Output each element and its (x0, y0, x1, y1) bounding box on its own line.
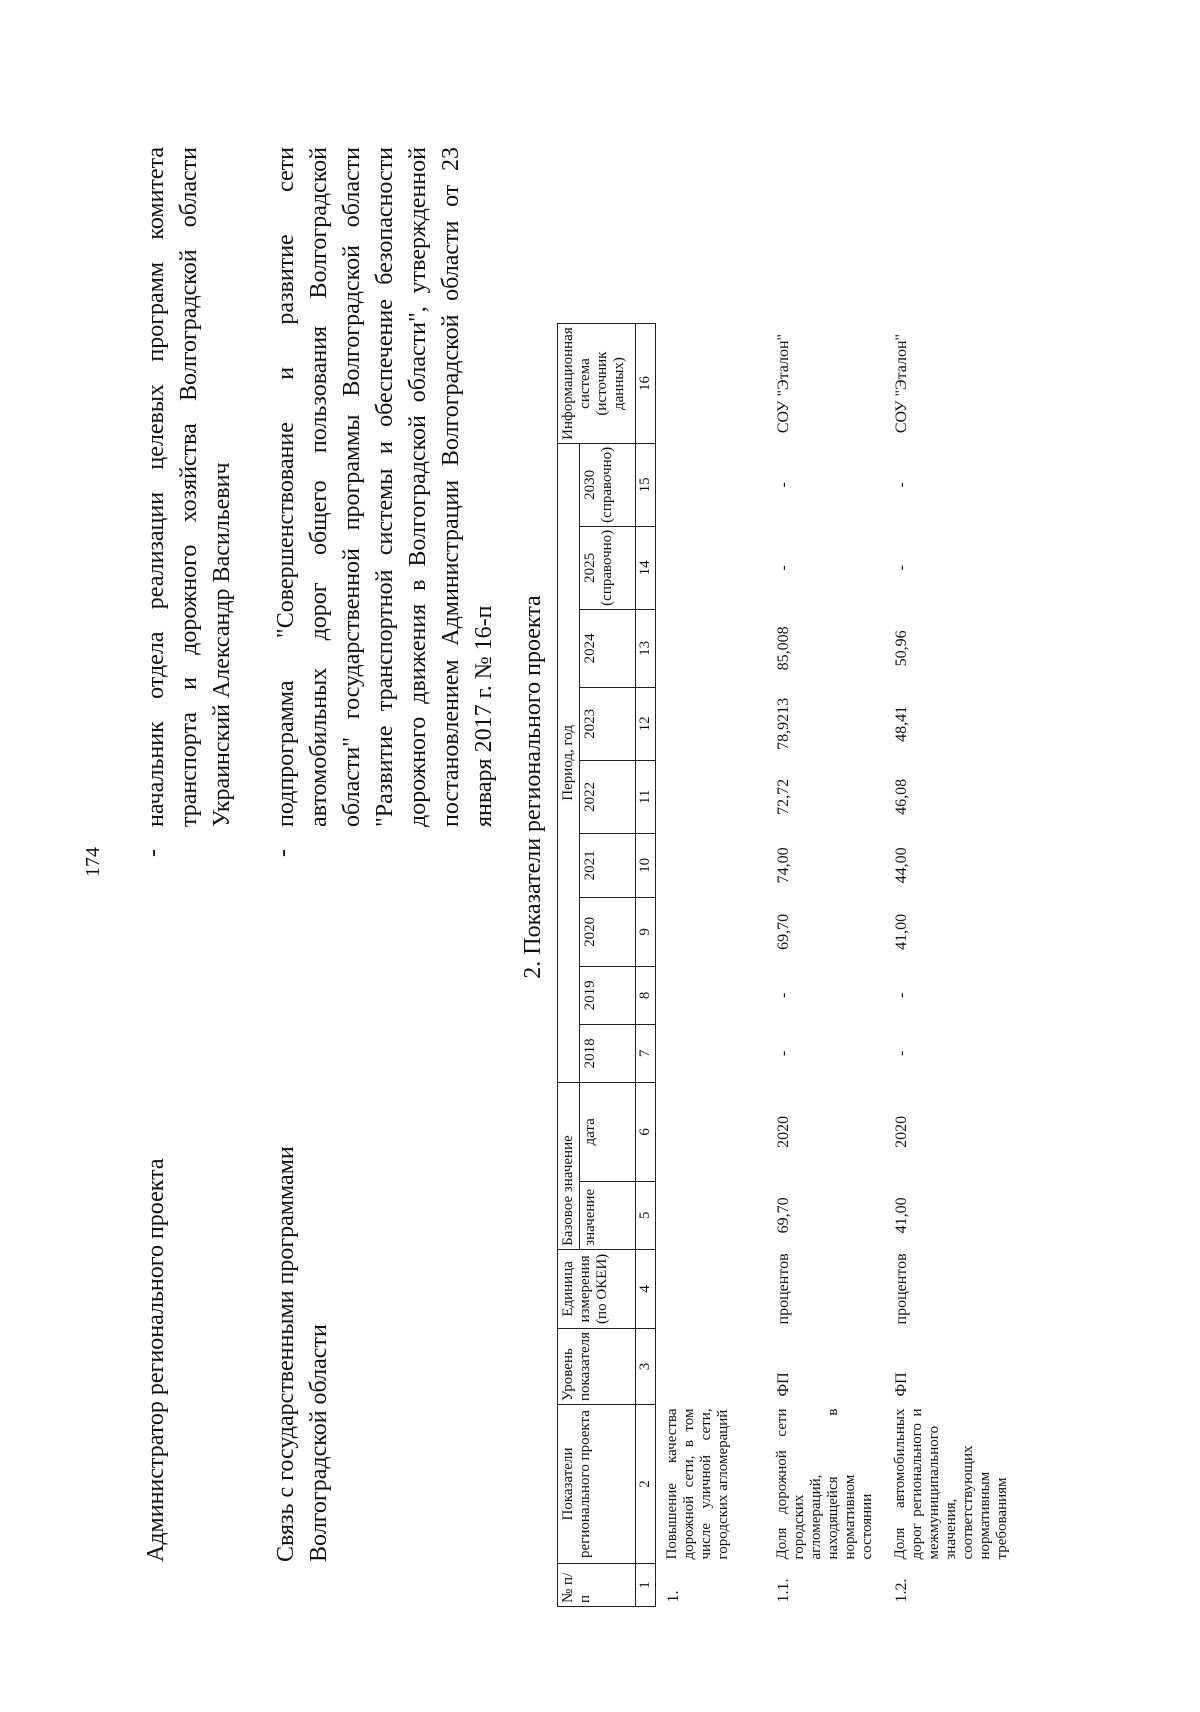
row-v2023: 78,9213 (774, 697, 792, 750)
header-y2018: 2018 (580, 1024, 636, 1082)
row-name: Доля автомобильных дорог регионального и межмуниципального значения, соответствующих нормативным требованиям (891, 1408, 1010, 1560)
table-row (884, 324, 1019, 1607)
col-number: 4 (636, 1249, 656, 1328)
row-v2020 (656, 897, 766, 966)
row-info (656, 324, 766, 444)
row-v2019 (656, 966, 766, 1024)
row-info: СОУ "Эталон" (774, 333, 792, 434)
header-y2019: 2019 (580, 966, 636, 1024)
col-number: 6 (636, 1082, 656, 1181)
row-v2021: 74,00 (774, 847, 792, 884)
header-y2025: 2025 (справочно) (580, 526, 636, 609)
col-number: 3 (636, 1328, 656, 1404)
row-v2023 (656, 687, 766, 760)
row-unit: процентов (892, 1253, 910, 1325)
admin-value: начальник отдела реализации целевых программ комитета транспорта и дорожного хозяйства Волгоградской области Украинский Александр Васильевич (143, 147, 235, 827)
header-y2023: 2023 (580, 687, 636, 760)
row-name: Доля дорожной сети городских агломераций, находящейся в нормативном состоянии (773, 1408, 875, 1560)
row-base-date: 2020 (892, 1115, 910, 1148)
row-base-date (656, 1082, 766, 1181)
header-period: Период, год (558, 443, 580, 1082)
row-v2018: - (774, 1050, 792, 1056)
header-y2024: 2024 (580, 609, 636, 687)
row-level: ФП (774, 1372, 792, 1397)
page-number: 174 (82, 847, 104, 877)
row-v2020: 69,70 (774, 913, 792, 950)
row-level: ФП (892, 1372, 910, 1397)
row-v2022: 46,08 (892, 778, 910, 815)
row-v2019: - (774, 992, 792, 998)
row-v2018: - (892, 1050, 910, 1056)
col-number: 9 (636, 897, 656, 966)
row-num: 1.1. (774, 1578, 792, 1603)
header-y2022: 2022 (580, 760, 636, 833)
header-y2021: 2021 (580, 833, 636, 897)
row-v2021: 44,00 (892, 847, 910, 884)
table-row (656, 324, 766, 1607)
row-name: Повышение качества дорожной сети, в том числе уличной сети, городских агломераций (664, 1408, 731, 1560)
header-base: Базовое значение (558, 1082, 580, 1249)
row-unit: процентов (774, 1253, 792, 1325)
admin-dash: - (140, 849, 166, 857)
row-v2019: - (892, 992, 910, 998)
row-v2022: 72,72 (774, 778, 792, 815)
col-number: 15 (636, 443, 656, 526)
row-v2018 (656, 1024, 766, 1082)
row-base-value: 41,00 (892, 1197, 910, 1234)
row-v2021 (656, 833, 766, 897)
col-number: 8 (636, 966, 656, 1024)
link-value: подпрограмма "Совершенствование и развитие сети автомобильных дорог общего пользования Волгоградской области" государственной программы Волгоградской области "Развитие транспортной системы и обеспечение безопасности дорожного движения в Волгоградской области", утвержденной постановлением Администрации Волгоградской области от 23 января 2017 г. № 16-п (273, 147, 497, 827)
row-v2030: - (892, 482, 910, 488)
table-row (766, 324, 884, 1607)
col-number: 11 (636, 760, 656, 833)
row-v2030 (656, 443, 766, 526)
indicators-table (557, 323, 1019, 1607)
col-number: 1 (636, 1564, 656, 1607)
row-v2024: 85,008 (774, 626, 792, 671)
row-v2025: - (892, 565, 910, 571)
row-v2024: 50,96 (892, 630, 910, 667)
section-title: 2. Показатели регионального проекта (520, 595, 546, 979)
col-number: 10 (636, 833, 656, 897)
header-unit: Единица измерения (по ОКЕИ) (558, 1249, 636, 1328)
row-v2030: - (774, 482, 792, 488)
link-label: Связь с государственными программами Волгоградской области (273, 1146, 332, 1562)
row-v2022 (656, 760, 766, 833)
col-number: 7 (636, 1024, 656, 1082)
link-dash: - (270, 849, 296, 857)
row-unit (656, 1249, 766, 1328)
header-y2030: 2030 (справочно) (580, 443, 636, 526)
header-num: № п/п (558, 1564, 636, 1607)
row-v2025: - (774, 565, 792, 571)
col-number: 14 (636, 526, 656, 609)
row-v2020: 41,00 (892, 913, 910, 950)
header-base-date: дата (580, 1082, 636, 1181)
row-info: СОУ "Эталон" (892, 333, 910, 434)
header-y2020: 2020 (580, 897, 636, 966)
row-base-date: 2020 (774, 1115, 792, 1148)
row-v2025 (656, 526, 766, 609)
row-base-value: 69,70 (774, 1197, 792, 1234)
col-number: 5 (636, 1181, 656, 1249)
row-base-value (656, 1181, 766, 1249)
col-number: 13 (636, 609, 656, 687)
header-name: Показатели регионального проекта (558, 1405, 636, 1564)
row-num: 1. (665, 1590, 682, 1603)
header-base-value: значение (580, 1181, 636, 1249)
col-number: 2 (636, 1405, 656, 1564)
header-info: Информационная система (источник данных) (558, 324, 636, 444)
col-number: 12 (636, 687, 656, 760)
col-number: 16 (636, 324, 656, 444)
row-v2023: 48,41 (892, 705, 910, 742)
header-level: Уровень показателя (558, 1328, 636, 1404)
admin-label: Администратор регионального проекта (143, 1158, 169, 1562)
row-v2024 (656, 609, 766, 687)
row-level (656, 1328, 766, 1404)
row-num: 1.2. (892, 1578, 910, 1603)
